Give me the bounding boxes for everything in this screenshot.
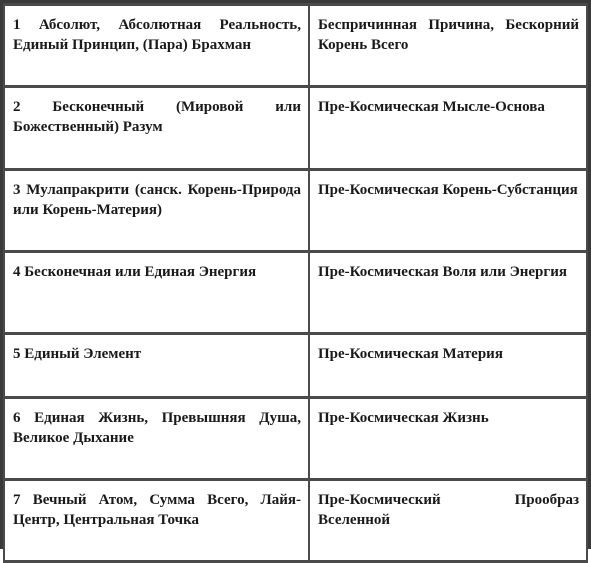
table-cell-left: 5 Единый Элемент [5, 335, 308, 396]
table-cell-left: 4 Бесконечная или Единая Энергия [5, 253, 308, 332]
table-cell-right: Пре-Космическая Жизнь [310, 399, 586, 478]
table-row [5, 171, 586, 250]
table-row [5, 399, 586, 478]
table-cell-left: 6 Единая Жизнь, Превышняя Душа, Великое Дыхание [5, 399, 308, 478]
table-cell-right: Пре-Космическая Воля или Энергия [310, 253, 586, 332]
table-cell-left: 1 Абсолют, Абсолютная Реальность, Единый Принцип, (Пара) Брахман [5, 6, 308, 85]
table-cell-left: 7 Вечный Атом, Сумма Всего, Лайя-Центр, Центральная Точка [5, 481, 308, 560]
table-row [5, 6, 586, 85]
table-cell-right: Пре-Космическая Материя [310, 335, 586, 396]
table-row [5, 335, 586, 396]
table-cell-right: Пре-Космическая Корень-Субстанция [310, 171, 586, 250]
table-row [5, 253, 586, 332]
table-row [5, 481, 586, 560]
table-row [5, 88, 586, 168]
table-cell-right: Пре-Космический Прообраз Вселенной [310, 481, 586, 560]
table-cell-left: 2 Бесконечный (Мировой или Божественный) Разум [5, 88, 308, 168]
table-cell-left: 3 Мулапракрити (санск. Корень-Природа или Корень-Материя) [5, 171, 308, 250]
correspondence-table [3, 3, 588, 563]
table-cell-right: Беспричинная Причина, Бескорний Корень Всего [310, 6, 586, 85]
table-cell-right: Пре-Космическая Мысле-Основа [310, 88, 586, 168]
